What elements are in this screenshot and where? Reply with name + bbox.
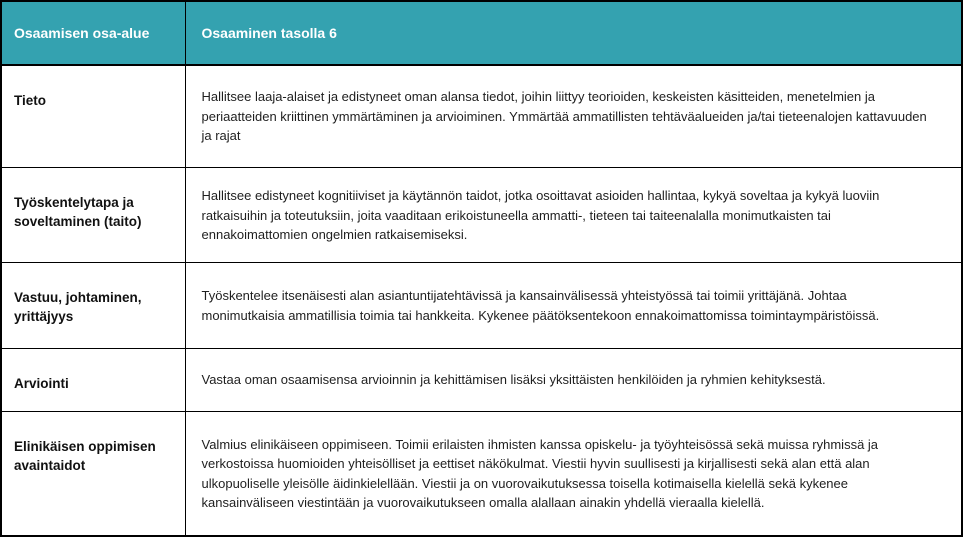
column-header-level-6: Osaaminen tasolla 6 xyxy=(185,1,962,65)
row-description: Työskentelee itsenäisesti alan asiantuntijatehtävissä ja kansainvälisessä yhteistyössä tai toimii yrittäjänä. Johtaa monimutkaisia ammatillisia toimia tai hankkeita. Kykenee päätöksentekoon ennakoimattomissa toimintaympäristöissä. xyxy=(185,263,962,349)
row-area-label: Tieto xyxy=(1,65,185,168)
row-area-label: Elinikäisen oppimisen avaintaidot xyxy=(1,412,185,536)
table-row xyxy=(1,168,962,263)
row-description: Hallitsee laaja-alaiset ja edistyneet oman alansa tiedot, joihin liittyy teorioiden, keskeisten käsitteiden, menetelmien ja periaatteiden kriittinen ymmärtäminen ja arvioiminen. Ymmärtää ammatillisten tehtäväalueiden ja/tai tieteenalojen kattavuuden ja rajat xyxy=(185,65,962,168)
row-description: Valmius elinikäiseen oppimiseen. Toimii erilaisten ihmisten kanssa opiskelu- ja työyhteisössä sekä muissa ryhmissä ja verkostoissa huomioiden yhteisölliset ja eettiset näkökulmat. Viestii hyvin suullisesti ja kirjallisesti sekä alan että alan ulkopuoliselle yleisölle äidinkielellään. Viestii ja on vuorovaikutuksessa toisella kotimaisella kielellä sekä kykenee kansainväliseen viestintään ja vuorovaikutukseen omalla alallaan ainakin yhdellä vieraalla kielellä. xyxy=(185,412,962,536)
row-description: Vastaa oman osaamisensa arvioinnin ja kehittämisen lisäksi yksittäisten henkilöiden ja ryhmien kehityksestä. xyxy=(185,348,962,412)
table-row xyxy=(1,412,962,536)
header-row xyxy=(1,1,962,65)
column-header-competence-area: Osaamisen osa-alue xyxy=(1,1,185,65)
row-area-label: Arviointi xyxy=(1,348,185,412)
table-row xyxy=(1,348,962,412)
row-area-label: Työskentelytapa ja soveltaminen (taito) xyxy=(1,168,185,263)
table-row xyxy=(1,65,962,168)
row-description: Hallitsee edistyneet kognitiiviset ja käytännön taidot, jotka osoittavat asioiden hallintaa, kykyä soveltaa ja kykyä luoviin ratkaisuihin ja toteutuksiin, joita vaaditaan erikoistuneella ammatti-, tieteen tai taiteenalalla monimutkaisten tai ennakoimattomien ongelmien ratkaisemiseksi. xyxy=(185,168,962,263)
table-row xyxy=(1,263,962,349)
row-area-label: Vastuu, johtaminen, yrittäjyys xyxy=(1,263,185,349)
